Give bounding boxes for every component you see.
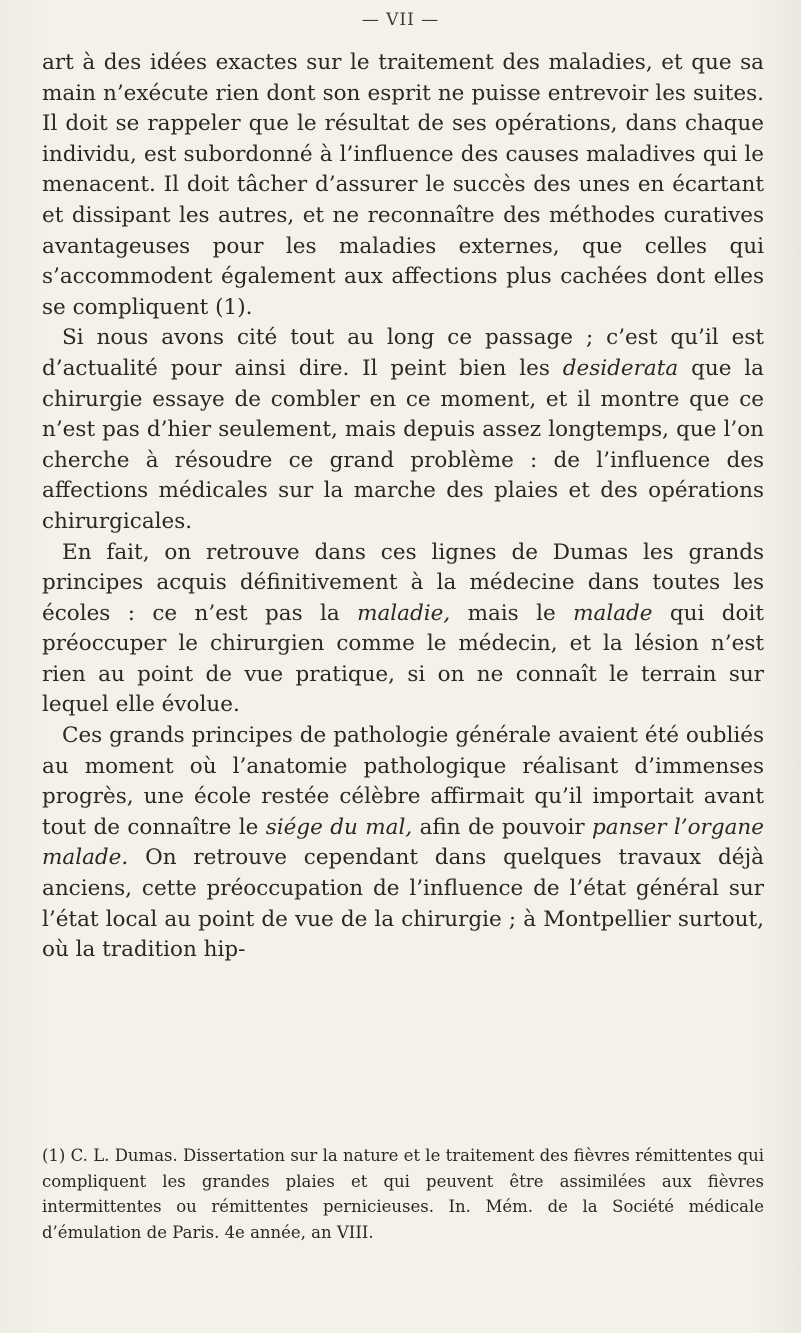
running-head: — VII —	[361, 10, 440, 30]
paragraph-4-text-a: Ces grands principes de pathologie générale avaient été oubliés au moment où l’anatomie pathologique réalisant d’immenses progrès, une école restée célèbre affirmait qu’il importait avant tout de connaître le	[42, 723, 764, 840]
paragraph-2-italic-desiderata: desiderata	[562, 355, 679, 381]
paragraph-4	[42, 721, 764, 966]
paragraph-2	[42, 323, 764, 537]
footnote	[42, 1143, 764, 1245]
paragraph-3-italic-maladie: maladie,	[357, 600, 451, 626]
paragraph-4-text-c: On retrouve cependant dans quelques travaux déjà anciens, cette préoccupation de l’influence de l’état général sur l’état local au point de vue de la chirurgie ; à Montpellier surtout, où la tradition hip-	[42, 845, 764, 963]
paragraph-1	[42, 48, 764, 323]
paragraph-3-italic-malade: malade	[573, 600, 653, 626]
paragraph-3-text-c: qui doit préoccuper le chirurgien comme le médecin, et la lésion n’est rien au point de vue pratique, si on ne connaît le terrain sur lequel elle évolue.	[42, 600, 764, 718]
paragraph-3-text-b: mais le	[450, 600, 574, 626]
paragraph-4-text-b: afin de pouvoir	[412, 814, 593, 840]
paragraph-4-italic-panser: panser l’organe malade.	[42, 814, 764, 871]
paragraph-3	[42, 538, 764, 722]
footnote-text: (1) C. L. Dumas. Dissertation sur la nature et le traitement des fièvres rémittentes qui compliquent les grandes plaies et qui peuvent être assimilées aux fièvres intermittentes ou rémittentes pernicieuses. In. Mém. de la Société médicale d’émulation de Paris. 4e année, an VIII.	[42, 1146, 764, 1242]
paragraph-4-italic-siege-du-mal: siége du mal,	[265, 814, 413, 840]
body-text	[42, 48, 764, 966]
paragraph-3-text-a: En fait, on retrouve dans ces lignes de Dumas les grands principes acquis définitivement à la médecine dans toutes les écoles : ce n’est pas la	[42, 539, 764, 626]
paragraph-2-text-a: Si nous avons cité tout au long ce passage ; c’est qu’il est d’actualité pour ainsi dire. Il peint bien les	[42, 325, 764, 381]
paragraph-2-text-b: que la chirurgie essaye de combler en ce moment, et il montre que ce n’est pas d’hier seulement, mais depuis assez longtemps, que l’on cherche à résoudre ce grand problème : de l’influence des affections médicales sur la marche des plaies et des opérations chirurgicales.	[42, 355, 764, 534]
paragraph-1-text: art à des idées exactes sur le traitement des maladies, et que sa main n’exécute rien dont son esprit ne puisse entrevoir les suites. Il doit se rappeler que le résultat de ses opérations, dans chaque individu, est subordonné à l’influence des causes maladives qui le menacent. Il doit tâcher d’assurer le succès des unes en écartant et dissipant les autres, et ne reconnaître des méthodes curatives avantageuses pour les maladies externes, que celles qui s’accommodent également aux affections plus cachées dont elles se compliquent (1).	[42, 50, 764, 320]
